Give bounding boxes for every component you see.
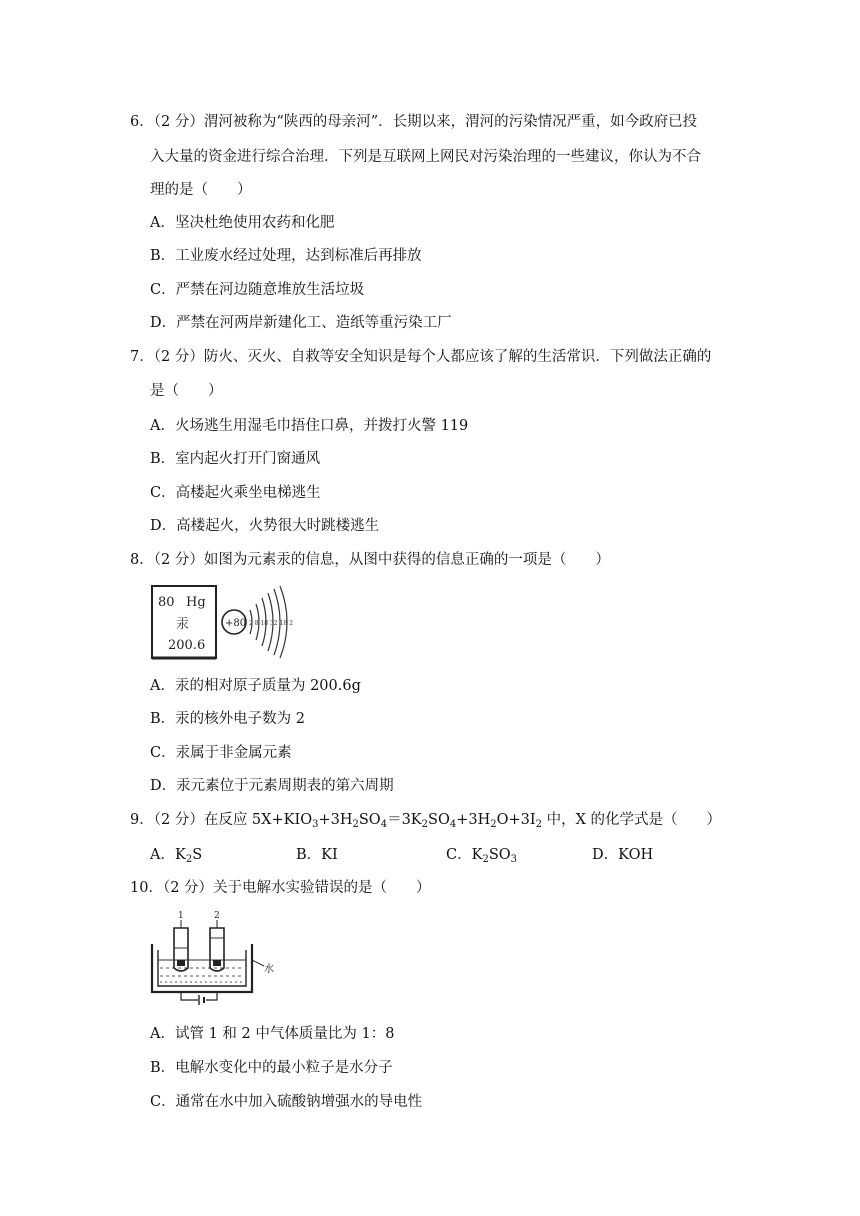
electrode-1 [177,960,185,966]
question-9-option-a: A．$K_2S$ [150,847,203,865]
question-6-line-3: 理的是（ ） [150,182,252,198]
tube-2-label: 2 [214,911,220,921]
electrode-2 [213,960,221,966]
question-7-option-d: D．高楼起火，火势很大时跳楼逃生 [150,518,380,534]
question-text: 如图为元素汞的信息，从图中获得的信息正确的一项是（ ） [203,552,610,568]
question-6-option-d: D．严禁在河两岸新建化工、造纸等重污染工厂 [150,315,452,331]
question-8-option-c: C．汞属于非金属元素 [150,745,292,761]
atomic-mass: 200.6 [168,638,206,653]
question-6-option-b: B．工业废水经过处理，达到标准后再排放 [150,248,422,264]
shell-electron-counts: 2 8 18 32 18 2 [249,620,293,627]
question-text: 防火、灭火、自救等安全知识是每个人都应该了解的生活常识．下列做法正确的 [203,349,712,365]
question-number: 10． [130,880,163,896]
wire-right [206,992,217,1000]
question-score: （2 分） [153,114,204,130]
electrolysis-apparatus-figure [148,910,288,1006]
question-7-option-b: B．室内起火打开门窗通风 [150,451,321,467]
question-8-option-b: B．汞的核外电子数为 2 [150,711,305,727]
question-number: 7． [130,349,154,365]
question-8-option-a: A．汞的相对原子质量为 200.6g [150,678,361,694]
element-symbol: Hg [186,595,206,610]
question-6-option-c: C．严禁在河边随意堆放生活垃圾 [150,282,365,298]
question-7-line-2: 是（ ） [150,383,223,399]
question-score: （2 分） [153,812,204,828]
question-10-line-1 [130,878,431,898]
question-score: （2 分） [162,880,214,896]
question-number: 9． [130,812,154,828]
water-label: 水 [264,964,274,975]
question-9-options-row [150,845,710,865]
question-score: （2 分） [153,349,204,365]
question-text: 渭河被称为“陕西的母亲河”．长期以来，渭河的污染情况严重，如今政府已投 [203,114,698,130]
question-10-option-a: A．试管 1 和 2 中气体质量比为 1：8 [150,1026,395,1042]
question-8-option-d: D．汞元素位于元素周期表的第六周期 [150,778,394,794]
question-text: 关于电解水实验错误的是（ ） [213,880,431,896]
water-label-leader [252,960,264,966]
question-6-line-2: 入大量的资金进行综合治理．下列是互联网上网民对污染治理的一些建议，你认为不合 [150,149,701,165]
question-6-option-a: A．坚决杜绝使用农药和化肥 [150,215,335,231]
question-10-option-b: B．电解水变化中的最小粒子是水分子 [150,1060,393,1076]
nucleus-charge: +80 [225,618,247,629]
question-number: 6． [130,114,154,130]
wire-left [181,992,198,1000]
atomic-number: 80 [158,595,175,610]
question-8-line-1 [130,550,610,570]
mercury-element-figure [150,584,300,662]
question-9-option-d: D．KOH [592,847,654,863]
question-9-option-b: B．KI [296,847,338,863]
tube-1-label: 1 [178,911,184,921]
question-9-option-c: C．$K_2SO_3$ [446,847,518,865]
question-number: 8． [130,552,154,568]
question-7-line-1 [130,347,711,367]
element-name: 汞 [176,617,190,632]
question-7-option-c: C．高楼起火乘坐电梯逃生 [150,485,321,501]
question-10-option-c: C．通常在水中加入硫酸钠增强水的导电性 [150,1094,423,1110]
question-9-line-1 [130,810,721,830]
equation-text: 在反应 $5X+KIO_3+3H_2SO_4=3K_2SO_4+3H_2O+3I_2$ 中，X 的化学式是（ ） [203,812,722,830]
question-7-option-a: A．火场逃生用湿毛巾捂住口鼻，并拨打火警 119 [150,418,469,434]
question-score: （2 分） [153,552,204,568]
question-6-line-1 [130,112,697,132]
